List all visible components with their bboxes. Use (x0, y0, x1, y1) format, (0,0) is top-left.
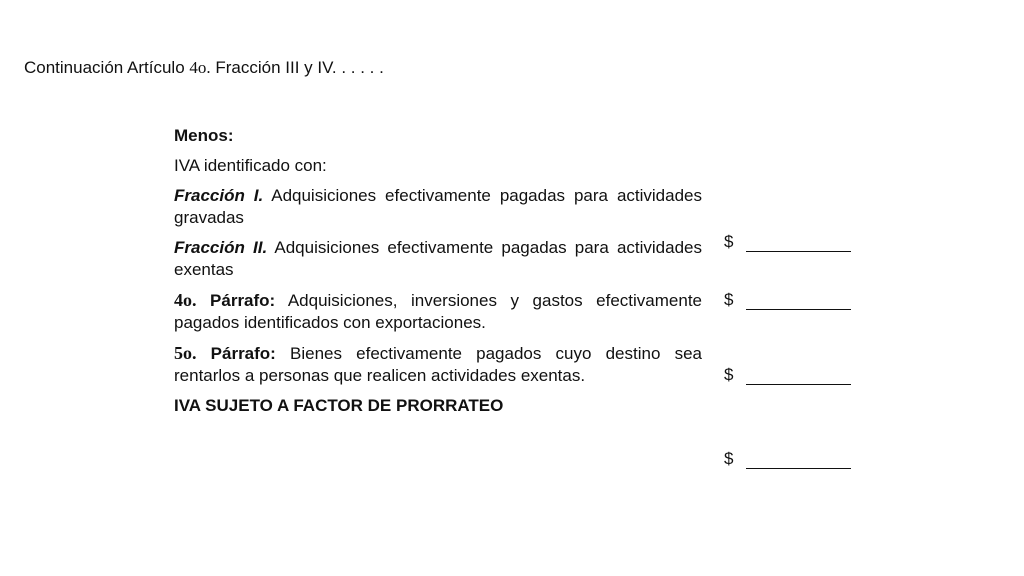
parrafo-5-number: 5o. (174, 343, 197, 363)
amount-field-parrafo-4 (724, 360, 851, 385)
fraccion-i-label: Fracción I. (174, 186, 264, 205)
fraccion-i-item (174, 185, 702, 229)
currency-symbol: $ (724, 365, 734, 384)
iva-identificado-label: IVA identificado con: (174, 156, 327, 175)
heading-suffix: Fracción III y IV. . . . . . (210, 58, 384, 77)
heading-article-number: 4o. (189, 58, 211, 77)
parrafo-4-text: Adquisiciones, inversiones y gastos efectivamente pagados identificados con exportaciones. (174, 291, 702, 332)
currency-symbol: $ (724, 232, 734, 251)
amount-field-fraccion-ii (724, 290, 851, 310)
parrafo-4-number: 4o. (174, 290, 197, 310)
amount-field-fraccion-i (724, 232, 851, 252)
currency-symbol: $ (724, 449, 734, 468)
amount-blank-line (746, 233, 851, 252)
amount-blank-line (746, 291, 851, 310)
heading-prefix: Continuación Artículo (24, 58, 190, 77)
deductions-text-block (174, 125, 702, 425)
fraccion-ii-label: Fracción II. (174, 238, 268, 257)
parrafo-5-text: Bienes efectivamente pagados cuyo destino sea rentarlos a personas que realicen actividades exentas. (174, 344, 702, 385)
parrafo-4-item (174, 289, 702, 334)
parrafo-5-item (174, 342, 702, 387)
amount-field-parrafo-5 (724, 444, 851, 469)
amount-blank-line (746, 360, 851, 385)
parrafo-4-label: Párrafo: (196, 291, 276, 310)
menos-label: Menos: (174, 126, 234, 145)
fraccion-ii-text: Adquisiciones efectivamente pagadas para actividades exentas (174, 238, 702, 279)
fraccion-i-text: Adquisiciones efectivamente pagadas para actividades gravadas (174, 186, 702, 227)
parrafo-5-label: Párrafo: (196, 344, 276, 363)
currency-symbol: $ (724, 290, 734, 309)
page-heading (24, 58, 384, 78)
amount-blank-line (746, 444, 851, 469)
total-label: IVA SUJETO A FACTOR DE PRORRATEO (174, 396, 504, 415)
fraccion-ii-item (174, 237, 702, 281)
